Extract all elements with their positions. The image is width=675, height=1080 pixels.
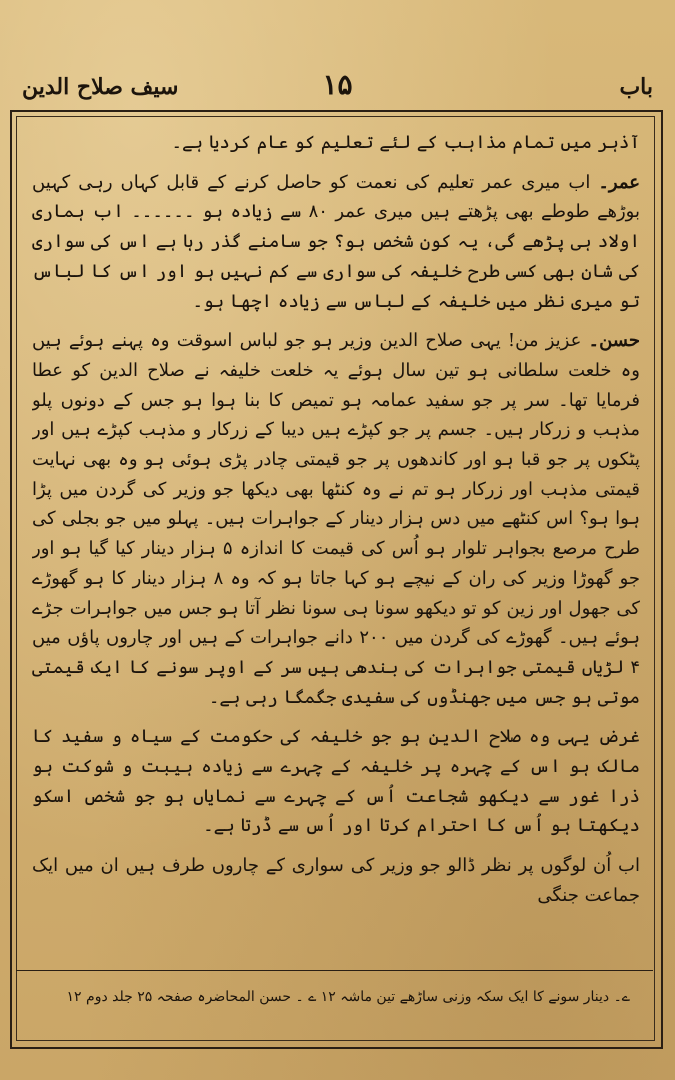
paragraph [32,168,640,317]
book-title: سیف صلاح الدین [22,74,179,100]
paragraph-text: اب اُن لوگوں پر نظر ڈالو جو وزیر کی سواری کے چاروں طرف ہیں ان میں ایک جماعت جنگی [32,855,640,906]
speaker-name: عمر۔ [598,171,640,193]
paragraph-text: عزیز من! یہی صلاح الدین وزیر ہو جو لباس اسوقت وہ پہنے ہوئے ہیں وہ خلعت سلطانی ہو تین سال ہوئے یہ خلعت خلیفہ نے صلاح الدین کو عطا فرمایا تھا۔ سر پر جو سفید عمامہ ہو تمیص کا بنا ہوا ہو جس کے دونوں پلو مذہب و زرکار ہیں۔ جسم پر جو کپڑے ہیں دیبا کے زرکار و مذہب کپڑے ہیں اور پٹکوں پر جو قبا ہو اور کاندھوں پر جو قیمتی چادر پڑی ہوئی ہو وہ بھی نہایت قیمتی مذہب اور زرکار ہو تم نے وہ کنٹھا بھی دیکھا جو وزیر کی گردن میں پڑا ہوا ہو؟ اس کنٹھے میں دس ہزار دینار کے جواہرات ہیں۔ پہلو میں جو بجلی کی طرح مرصع بجواہر تلوار ہو اُس کی قیمت کا اندازہ ۵ ہزار دینار کیا گیا ہو اور جو گھوڑا وزیر کی ران کے نیچے ہو کہا جاتا ہو کہ وہ ۸ ہزار دینار کا ہو گھوڑے کی جھول اور زین کو تو دیکھو سونا ہی سونا نظر آتا ہو جس میں جواہرات جڑے ہوئے ہیں۔ گھوڑے کی گردن میں ۲۰۰ دانے جواہرات کے ہیں اور چاروں پاؤں میں ۴ لڑیاں قیمتی جواہرات کی بندھی ہیں سر کے اوپر سونے کا ایک قیمتی موتی ہو جس میں جھنڈوں کی سفیدی جگمگا رہی ہے۔ [32,330,640,708]
footnote-divider [16,970,653,971]
chapter-label: باب [619,74,653,100]
paragraph [32,851,640,910]
paragraph [32,326,640,712]
paragraph-text: آذہر میں تمام مذاہب کے لئے تعلیم کو عام کردیا ہے۔ [171,132,640,153]
speaker-name: حسن۔ [588,330,640,352]
paragraph [32,128,640,158]
page-header [22,68,653,108]
paragraph-text: غرض یہی وہ صلاح الدین ہو جو خلیفہ کی حکومت کے سیاہ و سفید کا مالک ہو اس کے چہرہ پر خلیفہ کے چہرے سے زیادہ ہیبت و شوکت ہو ذرا غور سے دیکھو شجاعت اُس کے چہرے سے نمایاں ہو جو شخص اسکو دیکھتا ہو اُس کا احترام کرتا اور اُس سے ڈرتا ہے۔ [32,726,640,837]
paragraph-text: اب میری عمر تعلیم کی نعمت کو حاصل کرنے کے قابل کہاں رہی کہیں بوڑھے طوطے بھی پڑھتے ہیں میری عمر ۸۰ سے زیادہ ہو ۔۔۔۔۔۔ اب ہماری اولاد ہی پڑھے گی، یہ کون شخص ہو؟ جو سامنے گذر رہا ہے اس کی سواری کی شان بھی کسی طرح خلیفہ کی سواری سے کم نہیں ہو اور اس کا لباس تو میری نظر میں خلیفہ کے لباس سے زیادہ اچھا ہو۔ [32,171,640,312]
page-number: ۱۵ [322,68,353,101]
footnote: ے۔ دینار سونے کا ایک سکہ وزنی ساڑھے تین ماشہ ۱۲ ے ۔ حسن المحاضرہ صفحہ ۲۵ جلد دوم ۱۲ [66,989,630,1005]
paragraph [32,722,640,841]
body-text [32,128,640,928]
